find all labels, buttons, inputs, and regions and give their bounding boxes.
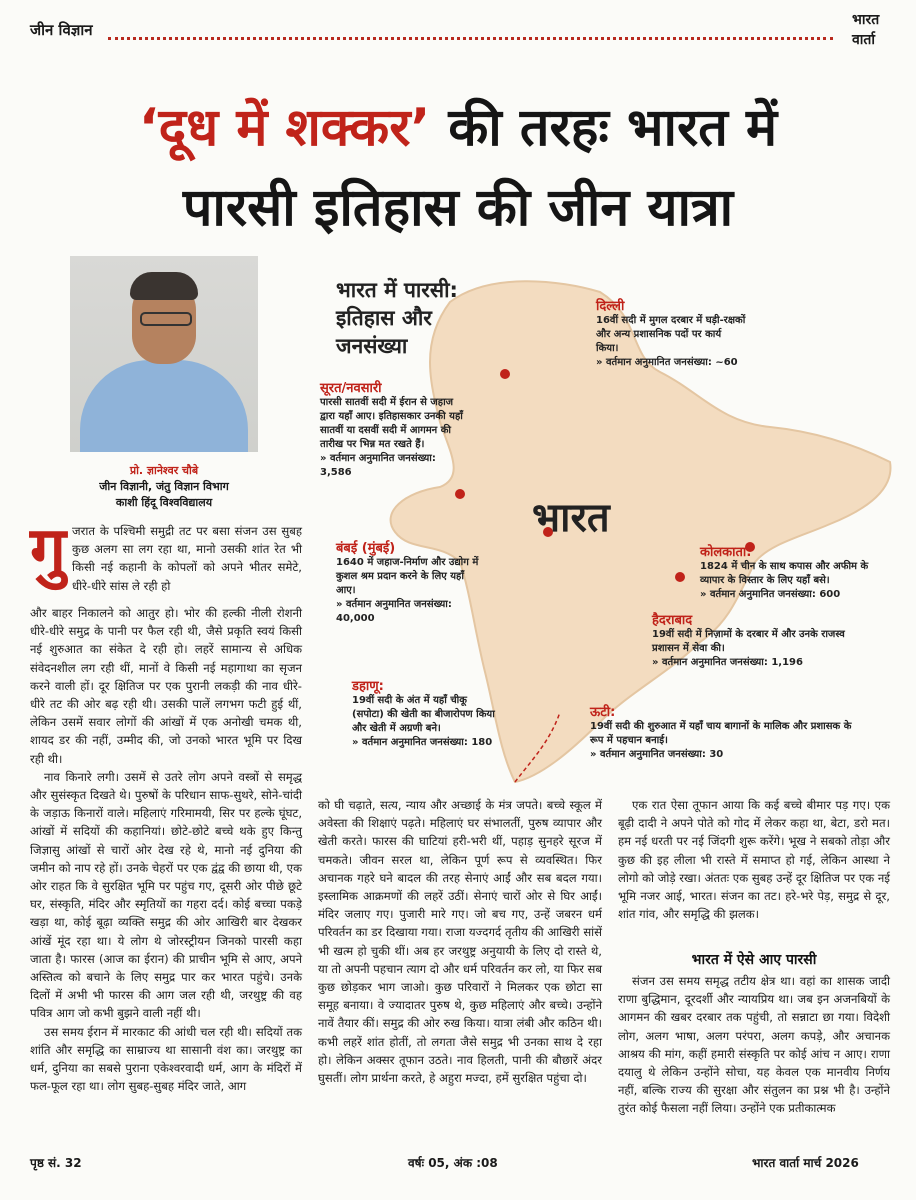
article-title-line1 — [0, 96, 916, 160]
header-divider — [108, 37, 833, 40]
intro-text: जरात के पश्चिमी समुद्री तट पर बसा संजन उस सुबह कुछ अलग सा लग रहा था, मानो उसकी शांत रेत भी किसी नई कहानी के कोपलों को अपने भीतर समेटे, धीरे-धीरे सांस ले रही हो — [72, 524, 302, 593]
map-label-kolkata — [700, 546, 890, 602]
edition-date: भारत वार्ता मार्च 2026 — [752, 1156, 859, 1170]
map-label-dahanu — [352, 680, 502, 750]
place-name: कोलकाता: — [700, 545, 752, 560]
place-population: » वर्तमान अनुमानित जनसंख्या: ~60 — [596, 357, 738, 368]
paragraph: एक रात ऐसा तूफान आया कि कई बच्चे बीमार पड़ गए। एक बूढ़ी दादी ने अपने पोते को गोद में लेकर कहा था, बेटा, डरो मत। हम नई धरती पर नई जिंदगी शुरू करेंगे। भूख ने सबको तोड़ा और कुछ की इह लीला भी रास्ते में समाप्त हो गई, लेकिन आस्था ने लोगो को जोड़े रखा। अंततः एक सुबह उन्हें दूर क्षितिज पर एक नई भूमि नजर आई, भारत। संजन का तट। हरे-भरे पेड़, समुद्र से दूर, शांत गांव, और समृद्धि की झलक। — [618, 798, 890, 922]
section-name: जीन विज्ञान — [30, 21, 93, 39]
paragraph: संजन उस समय समृद्ध तटीय क्षेत्र था। वहां का शासक जादी राणा बुद्धिमान, दूरदर्शी और न्यायप्रिय था। जब इन अजनबियों के आगमन की खबर दरबार तक पहुंची, तो सन्नाटा छा गया। विदेशी लोग, अलग भाषा, अलग परंपरा, अलग कपड़े, और अचानक आश्रय की मांग, कहीं हमारी संस्कृति पर कोई आंच न आए। राणा दयालु थे लेकिन उन्होंने सोचा, यह केवल एक मानवीय निर्णय नहीं, बल्कि राज्य की सुरक्षा और संतुलन का प्रश्न भी है। उन्होंने तुरंत कोई फैसला नहीं लिया। उन्होंने एक प्रतीकात्मक — [618, 974, 890, 1116]
place-text: 16वीं सदी में मुगल दरबार में घड़ी-रक्षकों और अन्य प्रशासनिक पदों पर कार्य किया। — [596, 315, 746, 354]
paragraph: नाव किनारे लगी। उसमें से उतरे लोग अपने वस्त्रों से समृद्ध और सुसंस्कृत दिखते थे। पुरुषों के परिधान साफ-सुथरे, सोने-चांदी के जड़ाऊ किनारों वाले। महिलाएं गरिमामयी, सिर पर हल्के घूंघट, आंखों में सदियों की कहानियां। छोटे-छोटे बच्चे थके हुए किन्तु जिज्ञासु आंखों से चारों ओर देख रहे थे, मानो नई दुनिया की जमीन को नाप रहे हों। उनके चेहरों पर एक द्वंद्व की छाया थी, एक ओर राहत कि वे सुरक्षित भूमि पर पहुंच गए, दूसरी ओर पीछे छूटे घर, संस्कृति, मंदिर और स्मृतियों का गहरा दर्द। कोई बच्चा पकड़े खड़ा था, कोई बूढ़ा व्यक्ति समुद्र की ओर आखिरी बार देखकर आंखें मूंद रहा था। ये लोग थे जोरस्ट्रीयन जिनको पारसी कहा जाता है। फारस (आज का ईरान) की प्राचीन भूमि से आए, अपने अस्तित्व को बचाने के लिए समुद्र पार कर भारत पहुंचे। उनके दिलों में अभी भी फारस की आग जल रही थी, जरथुष्ट्र की वह पवित्र आग जो कभी बुझने वाली नहीं थी। — [30, 769, 302, 1021]
place-population: » वर्तमान अनुमानित जनसंख्या: 40,000 — [336, 599, 452, 624]
paragraph: उस समय ईरान में मारकाट की आंधी चल रही थी। सदियों तक शांति और समृद्धि का साम्राज्य था सासानी वंश का। जरथुष्ट्र का धर्म, दुनिया का सबसे पुराना एकेश्वरवादी धर्म, आग के मंदिरों में फल-फूल रहा था। लोग सुबह-सुबह मंदिर जाते, आग — [30, 1024, 302, 1094]
place-population: » वर्तमान अनुमानित जनसंख्या: 1,196 — [652, 657, 803, 668]
author-photo — [70, 256, 258, 452]
subheading: भारत में ऐसे आए पारसी — [691, 952, 817, 968]
publication-name-line1: भारत — [852, 12, 880, 28]
place-name: दिल्ली — [596, 299, 625, 314]
map-title — [336, 276, 458, 360]
map-country-label: भारत — [532, 495, 610, 541]
author-name: प्रो. ज्ञानेश्वर चौबे — [129, 464, 199, 477]
author-caption — [70, 463, 258, 511]
place-name: सूरत/नवसारी — [320, 381, 382, 396]
map-label-mumbai — [336, 542, 486, 626]
place-text: 19वीं सदी में निज़ामों के दरबार में और उनके राजस्व प्रशासन में सेवा की। — [652, 629, 845, 654]
photo-shirt — [80, 360, 248, 452]
author-role: जीन विज्ञानी, जंतु विज्ञान विभाग — [99, 480, 229, 493]
place-population: » वर्तमान अनुमानित जनसंख्या: 180 — [352, 737, 493, 748]
body-column-1 — [30, 604, 302, 1095]
title-black-part: की तरहः भारत में — [430, 98, 778, 158]
publication-name — [852, 10, 902, 50]
author-institution: काशी हिंदू विश्वविद्यालय — [115, 496, 213, 509]
body-column-2 — [318, 796, 602, 1087]
place-name: हैदराबाद — [652, 613, 693, 628]
photo-hair — [130, 272, 198, 300]
map-title-line3: जनसंख्या — [336, 334, 408, 358]
paragraph: और बाहर निकालने को आतुर हो। भोर की हल्की नीली रोशनी धीरे-धीरे समुद्र के पानी पर फैल रही थी, जैसे प्रकृति स्वयं किसी नई शुरुआत का संकेत दे रही हो। लहरें सामान्य से अधिक संवेदनशील लग रही थीं, मानों वे किसी नई महागाथा का सृजन करने वाली हों। दूर क्षितिज पर एक पुरानी लकड़ी की नाव धीरे-धीरे तट की ओर बढ़ रही थी। उसकी पालें लगभग फटी हुई थीं, लेकिन उसमें सवार लोगों की आंखों में एक अनोखी चमक थी, शायद डर की नहीं, उम्मीद की, जो उनको भारत भूमि पर दिख रही थी। — [30, 606, 302, 766]
india-map-infographic — [300, 262, 900, 792]
place-text: 1640 में जहाज-निर्माण और उद्योग में कुशल श्रम प्रदान करने के लिए यहाँ आए। — [336, 557, 479, 596]
map-label-surat — [320, 382, 470, 480]
place-name: डहाणू: — [352, 679, 384, 694]
body-column-3-continued — [618, 972, 890, 1118]
article-title-line2: पारसी इतिहास की जीन यात्रा — [182, 178, 734, 238]
place-population: » वर्तमान अनुमानित जनसंख्या: 30 — [590, 749, 724, 760]
body-column-1-intro — [30, 514, 302, 595]
page-number: पृष्ठ सं. 32 — [30, 1156, 82, 1170]
map-title-line2: इतिहास और — [336, 306, 432, 330]
drop-cap: गु — [30, 514, 67, 588]
map-label-ooty — [590, 706, 860, 762]
map-title-line1: भारत में पारसी: — [336, 278, 458, 302]
photo-glasses — [140, 312, 192, 326]
place-text: 19वीं सदी की शुरुआत में यहाँ चाय बागानों के मालिक और प्रशासक के रूप में पहचान बनाई। — [590, 721, 852, 746]
title-red-part: ‘दूध में शक्कर’ — [138, 98, 431, 158]
issue-number: वर्षः 05, अंक :08 — [408, 1156, 498, 1170]
map-label-delhi — [596, 300, 746, 370]
place-text: 1824 में चीन के साथ कपास और अफीम के व्यापार के विस्तार के लिए यहाँ बसे। — [700, 561, 869, 586]
place-population: » वर्तमान अनुमानित जनसंख्या: 600 — [700, 589, 841, 600]
place-text: 19वीं सदी के अंत में यहाँ चीकू (सपोटा) की खेती का बीजारोपण किया और खेती में अग्रणी बने। — [352, 695, 495, 734]
map-label-hyderabad — [652, 614, 872, 670]
paragraph: को घी चढ़ाते, सत्य, न्याय और अच्छाई के मंत्र जपते। बच्चे स्कूल में अवेस्ता की शिक्षाएं पढ़ते। महिलाएं घर संभालतीं, पुरुष व्यापार और खेती करते। फारस की घाटियां हरी-भरी थीं, पहाड़ सुनहरे सूरज में चमकते। जीवन सरल था, लेकिन पूर्ण रूप से व्यवस्थित। फिर अचानक गहरे घने बादल की तरह सेनाएं आईं और सब बदल गया। इस्लामिक आक्रमणों की लहरें उठीं। सेनाएं चारों ओर से घिर आईं। मंदिर जलाए गए। पुजारी मारे गए। जो बच गए, उन्हें जबरन धर्म परिवर्तन का डर दिखाया गया। राजा यज्दगर्द तृतीय की आखिरी सांसें भी खत्म हो चुकी थीं। अब हर जरथुष्ट्र अनुयायी के लिए दो रास्ते थे, या तो अपनी पहचान त्याग दो और धर्म परिवर्तन कर लो, या फिर सब कुछ छोड़कर भाग जाओ। कुछ परिवारों ने मिलकर एक छोटा सा समूह बनाया। वे ज्यादातर पुरुष थे, कुछ महिलाएं और बच्चे। उन्होंने नावें तैयार कीं। समुद्र की ओर रुख किया। यात्रा लंबी और कठिन थी। कभी लहरें शांत होतीं, तो लगता जैसे समुद्र भी उनका साथ दे रहा हो। लेकिन अक्सर तूफान उठते। नाव हिलती, पानी की बौछारें अंदर घुसतीं। लोग प्रार्थना करते, हे अहुरा मज्दा, हमें सुरक्षित पहुंचा दो। — [318, 798, 602, 1086]
place-name: बंबई (मुंबई) — [336, 541, 396, 556]
body-column-3 — [618, 796, 890, 923]
place-name: ऊटी: — [590, 705, 616, 720]
place-text: पारसी सातवीं सदी में ईरान से जहाज द्वारा यहाँ आए। इतिहासकार उनकी यहाँ सातवीं या दसवीं सदी में आगमन की तारीख पर भिन्न मत रखते हैं। — [320, 397, 463, 450]
publication-name-line2: वार्ता — [852, 32, 876, 48]
place-population: » वर्तमान अनुमानित जनसंख्या: 3,586 — [320, 453, 436, 478]
